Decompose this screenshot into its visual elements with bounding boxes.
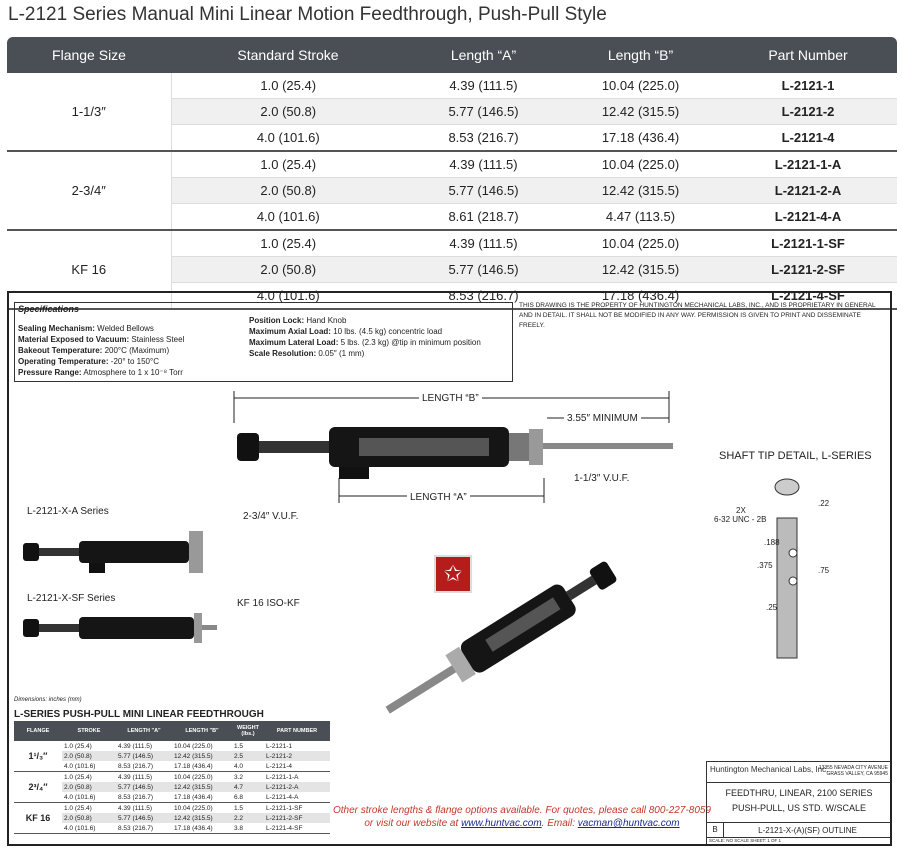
spec-value: 10 lbs. (4.5 kg) concentric load: [333, 327, 443, 336]
title-block: [706, 761, 892, 846]
shaft-dim-d3: .375: [757, 561, 773, 570]
mini-table-row: [14, 761, 330, 772]
isometric-feedthrough-drawing: [359, 553, 639, 733]
spec-line: [18, 356, 184, 367]
contact-prefix: or visit our website at: [364, 818, 462, 829]
spec-key: Pressure Range:: [18, 368, 82, 377]
length-a-cell: 4.39 (111.5): [405, 73, 562, 99]
length-b-cell: 17.18 (436.4): [562, 283, 719, 310]
stroke-cell: 1.0 (25.4): [171, 73, 405, 99]
col-length-b: Length “B”: [562, 37, 719, 73]
mini-cell: 5.77 (146.5): [116, 782, 172, 792]
kf-label: KF 16 ISO-KF: [237, 598, 300, 609]
address: [819, 765, 888, 777]
spec-line: [249, 337, 499, 348]
page-title: L-2121 Series Manual Mini Linear Motion Feedthrough, Push-Pull Style: [8, 4, 607, 25]
mini-cell: 17.18 (436.4): [172, 761, 232, 772]
length-b-cell: 10.04 (225.0): [562, 73, 719, 99]
length-b-cell: 12.42 (315.5): [562, 99, 719, 125]
mini-cell: 2.5: [232, 751, 264, 761]
length-a-cell: 4.39 (111.5): [405, 151, 562, 178]
property-notice: THIS DRAWING IS THE PROPERTY OF HUNTINGTON MECHANICAL LABS, INC., AND IS PROPRIETARY IN GENERAL AND IN DETAIL. IT SHALL NOT BE MODIFIED IN ANY WAY. PERMISSION IS GIVEN TO PRINT AND DISSEMINATE FREELY.: [519, 302, 876, 329]
push-pull-table-title: L-SERIES PUSH-PULL MINI LINEAR FEEDTHROUGH: [14, 709, 264, 720]
mini-table-row: [14, 823, 330, 834]
spec-key: Sealing Mechanism:: [18, 324, 95, 333]
mini-cell: 2.0 (50.8): [62, 782, 116, 792]
shaft-dim-d4: .75: [818, 566, 830, 575]
flange-size-cell: KF 16: [7, 230, 171, 309]
mini-cell: 4.39 (111.5): [118, 773, 153, 781]
length-b-cell: 10.04 (225.0): [562, 151, 719, 178]
length-b-cell: 4.47 (113.5): [562, 204, 719, 231]
stroke-cell: 2.0 (50.8): [171, 178, 405, 204]
title-block-description: [707, 783, 891, 823]
col-part-number: Part Number: [719, 37, 897, 73]
mini-cell: 2.0 (50.8): [62, 751, 116, 761]
desc-line-2: PUSH-PULL, US STD. W/SCALE: [731, 803, 867, 813]
spec-table: [7, 37, 897, 310]
length-a-cell: 5.77 (146.5): [405, 178, 562, 204]
shaft-dim-2x: 2X: [736, 506, 746, 515]
spec-line: [18, 367, 184, 378]
part-number-cell: L-2121-2-SF: [719, 257, 897, 283]
mini-cell: 10.04 (225.0): [174, 804, 213, 812]
stroke-cell: 4.0 (101.6): [171, 283, 405, 310]
specifications-title: Specifications: [18, 304, 80, 314]
mini-table-row: [14, 792, 330, 803]
table-row: [7, 73, 897, 99]
col-stroke: Standard Stroke: [171, 37, 405, 73]
mini-flange-cell: 2³/₄″: [14, 772, 62, 803]
mini-cell: 5.77 (146.5): [116, 813, 172, 823]
mini-cell: 2.0 (50.8): [62, 813, 116, 823]
spec-line: [18, 323, 184, 334]
spec-key: Scale Resolution:: [249, 349, 317, 358]
mini-col-stroke: STROKE: [62, 721, 116, 741]
mini-cell: 1.5: [234, 742, 244, 750]
title-block-head: [707, 762, 891, 783]
mini-cell: 12.42 (315.5): [172, 813, 232, 823]
part-number-cell: L-2121-1-A: [719, 151, 897, 178]
spec-key: Maximum Lateral Load:: [249, 338, 339, 347]
pdf-icon[interactable]: ✩: [434, 555, 472, 593]
spec-table-header: [7, 37, 897, 73]
sheet-size: B: [707, 823, 724, 837]
address-line-2: GRASS VALLEY, CA 95945: [826, 771, 888, 777]
mini-cell: 10.04 (225.0): [174, 742, 213, 750]
mini-cell: L-2121-2: [264, 751, 330, 761]
mini-cell: 8.53 (216.7): [116, 823, 172, 834]
stroke-cell: 1.0 (25.4): [171, 230, 405, 257]
series-sf-label: L-2121-X-SF Series: [27, 593, 116, 604]
stroke-cell: 2.0 (50.8): [171, 257, 405, 283]
mini-col-length-a: LENGTH "A": [116, 721, 172, 741]
shaft-dim-d5: .25: [766, 603, 778, 612]
spec-value: Atmosphere to 1 x 10⁻⁸ Torr: [83, 368, 183, 377]
spec-value: -20° to 150°C: [110, 357, 159, 366]
mini-table-header: [14, 721, 330, 741]
spec-line: [18, 334, 184, 345]
contact-mid: . Email:: [541, 818, 578, 829]
mini-cell: L-2121-4: [264, 761, 330, 772]
mini-flange-cell: 1¹/₃″: [14, 741, 62, 772]
mini-table-row: [14, 772, 330, 783]
mini-cell: 12.42 (315.5): [172, 782, 232, 792]
mini-cell: 4.7: [232, 782, 264, 792]
website-link[interactable]: www.huntvac.com: [461, 818, 542, 829]
shaft-tip-title: SHAFT TIP DETAIL, L-SERIES: [719, 450, 872, 462]
spec-line: [249, 326, 499, 337]
mini-cell: L-2121-4-A: [264, 792, 330, 803]
length-b-cell: 12.42 (315.5): [562, 178, 719, 204]
mini-col-part: PART NUMBER: [264, 721, 330, 741]
mini-cell: L-2121-1-SF: [266, 804, 303, 812]
spec-value: Stainless Steel: [131, 335, 185, 344]
mini-cell: 1.0 (25.4): [64, 773, 92, 781]
part-number-cell: L-2121-4-SF: [719, 283, 897, 310]
spec-key: Position Lock:: [249, 316, 305, 325]
length-a-cell: 5.77 (146.5): [405, 257, 562, 283]
mini-cell: L-2121-1: [266, 742, 293, 750]
spec-value: 5 lbs. (2.3 kg) @tip in minimum position: [340, 338, 481, 347]
mini-cell: L-2121-4-SF: [264, 823, 330, 834]
series-a-drawing: [19, 521, 219, 581]
mini-cell: 3.8: [232, 823, 264, 834]
desc-line-1: FEEDTHRU, LINEAR, 2100 SERIES: [725, 788, 873, 798]
email-link[interactable]: vacman@huntvac.com: [577, 818, 680, 829]
mini-cell: 17.18 (436.4): [172, 823, 232, 834]
mini-table-row: [14, 782, 330, 792]
length-a-cell: 8.53 (216.7): [405, 125, 562, 152]
spec-key: Maximum Axial Load:: [249, 327, 331, 336]
mini-table-row: [14, 813, 330, 823]
mini-cell: 4.0: [232, 761, 264, 772]
mini-cell: L-2121-2-SF: [264, 813, 330, 823]
vuf-a-label: 2-3/4″ V.U.F.: [243, 511, 299, 522]
drawing-number: L-2121-X-(A)(SF) OUTLINE: [758, 825, 857, 835]
mini-cell: 1.0 (25.4): [64, 804, 92, 812]
shaft-dim-d2: .188: [764, 538, 780, 547]
mini-cell: 4.39 (111.5): [118, 804, 153, 812]
mini-col-flange: FLANGE: [14, 721, 62, 741]
mini-col-length-b: LENGTH "B": [172, 721, 232, 741]
specs-left: [18, 323, 184, 378]
shaft-dim-d1: .22: [818, 499, 830, 508]
contact-line-2: [327, 817, 717, 830]
push-pull-table: [14, 721, 330, 834]
mini-cell: 4.0 (101.6): [62, 761, 116, 772]
mini-cell: 4.39 (111.5): [118, 742, 153, 750]
mini-flange-cell: KF 16: [14, 803, 62, 834]
mini-table-row: [14, 803, 330, 814]
mini-cell: 4.0 (101.6): [62, 792, 116, 803]
length-a-cell: 5.77 (146.5): [405, 99, 562, 125]
min-stroke-label: 3.55″ MINIMUM: [564, 413, 641, 424]
table-row: [7, 151, 897, 178]
specs-right: [249, 315, 499, 359]
col-length-a: Length “A”: [405, 37, 562, 73]
stroke-cell: 2.0 (50.8): [171, 99, 405, 125]
mini-cell: 10.04 (225.0): [174, 773, 213, 781]
flange-size-cell: 1-1/3″: [7, 73, 171, 151]
specifications-box: [14, 302, 513, 382]
spec-value: Welded Bellows: [97, 324, 154, 333]
part-number-cell: L-2121-4: [719, 125, 897, 152]
contact-note: [327, 804, 717, 830]
spec-value: Hand Knob: [306, 316, 347, 325]
part-number-cell: L-2121-2-A: [719, 178, 897, 204]
mini-col-weight: WEIGHT (lbs.): [232, 721, 264, 741]
mini-cell: 2.2: [232, 813, 264, 823]
vuf-small-label: 1-1/3″ V.U.F.: [574, 473, 630, 484]
part-number-cell: L-2121-1: [719, 73, 897, 99]
spec-key: Material Exposed to Vacuum:: [18, 335, 130, 344]
spec-key: Operating Temperature:: [18, 357, 109, 366]
technical-drawing: [7, 291, 892, 846]
mini-cell: 8.53 (216.7): [116, 792, 172, 803]
contact-line-1: Other stroke lengths & flange options available. For quotes, please call 800-227-8059: [332, 805, 711, 816]
spec-line: [18, 345, 184, 356]
table-row: [7, 230, 897, 257]
mini-cell: 17.18 (436.4): [172, 792, 232, 803]
col-flange: Flange Size: [7, 37, 171, 73]
dimensions-note: Dimensions: inches (mm): [14, 697, 82, 703]
length-a-cell: 8.61 (218.7): [405, 204, 562, 231]
spec-key: Bakeout Temperature:: [18, 346, 103, 355]
length-b-cell: 12.42 (315.5): [562, 257, 719, 283]
title-block-dwg-row: [707, 823, 891, 837]
mini-cell: 8.53 (216.7): [116, 761, 172, 772]
mini-cell: L-2121-2-A: [264, 782, 330, 792]
series-sf-drawing: [19, 605, 219, 655]
title-block-footer: SCALE: NO SCALE SHEET: 1 OF 1: [707, 837, 891, 843]
spec-line: [249, 348, 499, 359]
flange-size-cell: 2-3/4″: [7, 151, 171, 230]
mini-table-row: [14, 741, 330, 751]
stroke-cell: 1.0 (25.4): [171, 151, 405, 178]
shaft-dim-thread: 6-32 UNC - 2B: [714, 515, 767, 524]
mini-cell: 6.8: [232, 792, 264, 803]
mini-cell: 4.0 (101.6): [62, 823, 116, 834]
length-b-label: LENGTH “B”: [419, 393, 482, 404]
stroke-cell: 4.0 (101.6): [171, 204, 405, 231]
mini-cell: 5.77 (146.5): [116, 751, 172, 761]
mini-cell: 1.5: [234, 804, 244, 812]
mini-cell: 1.0 (25.4): [64, 742, 92, 750]
spec-value: 0.05″ (1 mm): [318, 349, 365, 358]
length-a-cell: 8.53 (216.7): [405, 283, 562, 310]
stroke-cell: 4.0 (101.6): [171, 125, 405, 152]
address-line-1: 13355 NEVADA CITY AVENUE: [818, 765, 888, 771]
mini-table-row: [14, 751, 330, 761]
length-b-cell: 17.18 (436.4): [562, 125, 719, 152]
series-a-label: L-2121-X-A Series: [27, 506, 109, 517]
part-number-cell: L-2121-2: [719, 99, 897, 125]
length-a-cell: 4.39 (111.5): [405, 230, 562, 257]
part-number-cell: L-2121-1-SF: [719, 230, 897, 257]
huntington-logo: Huntington Mechanical Labs, Inc.: [710, 765, 829, 774]
length-b-cell: 10.04 (225.0): [562, 230, 719, 257]
mini-cell: 3.2: [234, 773, 244, 781]
mini-cell: 12.42 (315.5): [172, 751, 232, 761]
spec-value: 200°C (Maximum): [104, 346, 170, 355]
length-a-label: LENGTH “A”: [407, 492, 470, 503]
spec-line: [249, 315, 499, 326]
part-number-cell: L-2121-4-A: [719, 204, 897, 231]
mini-cell: L-2121-1-A: [266, 773, 299, 781]
